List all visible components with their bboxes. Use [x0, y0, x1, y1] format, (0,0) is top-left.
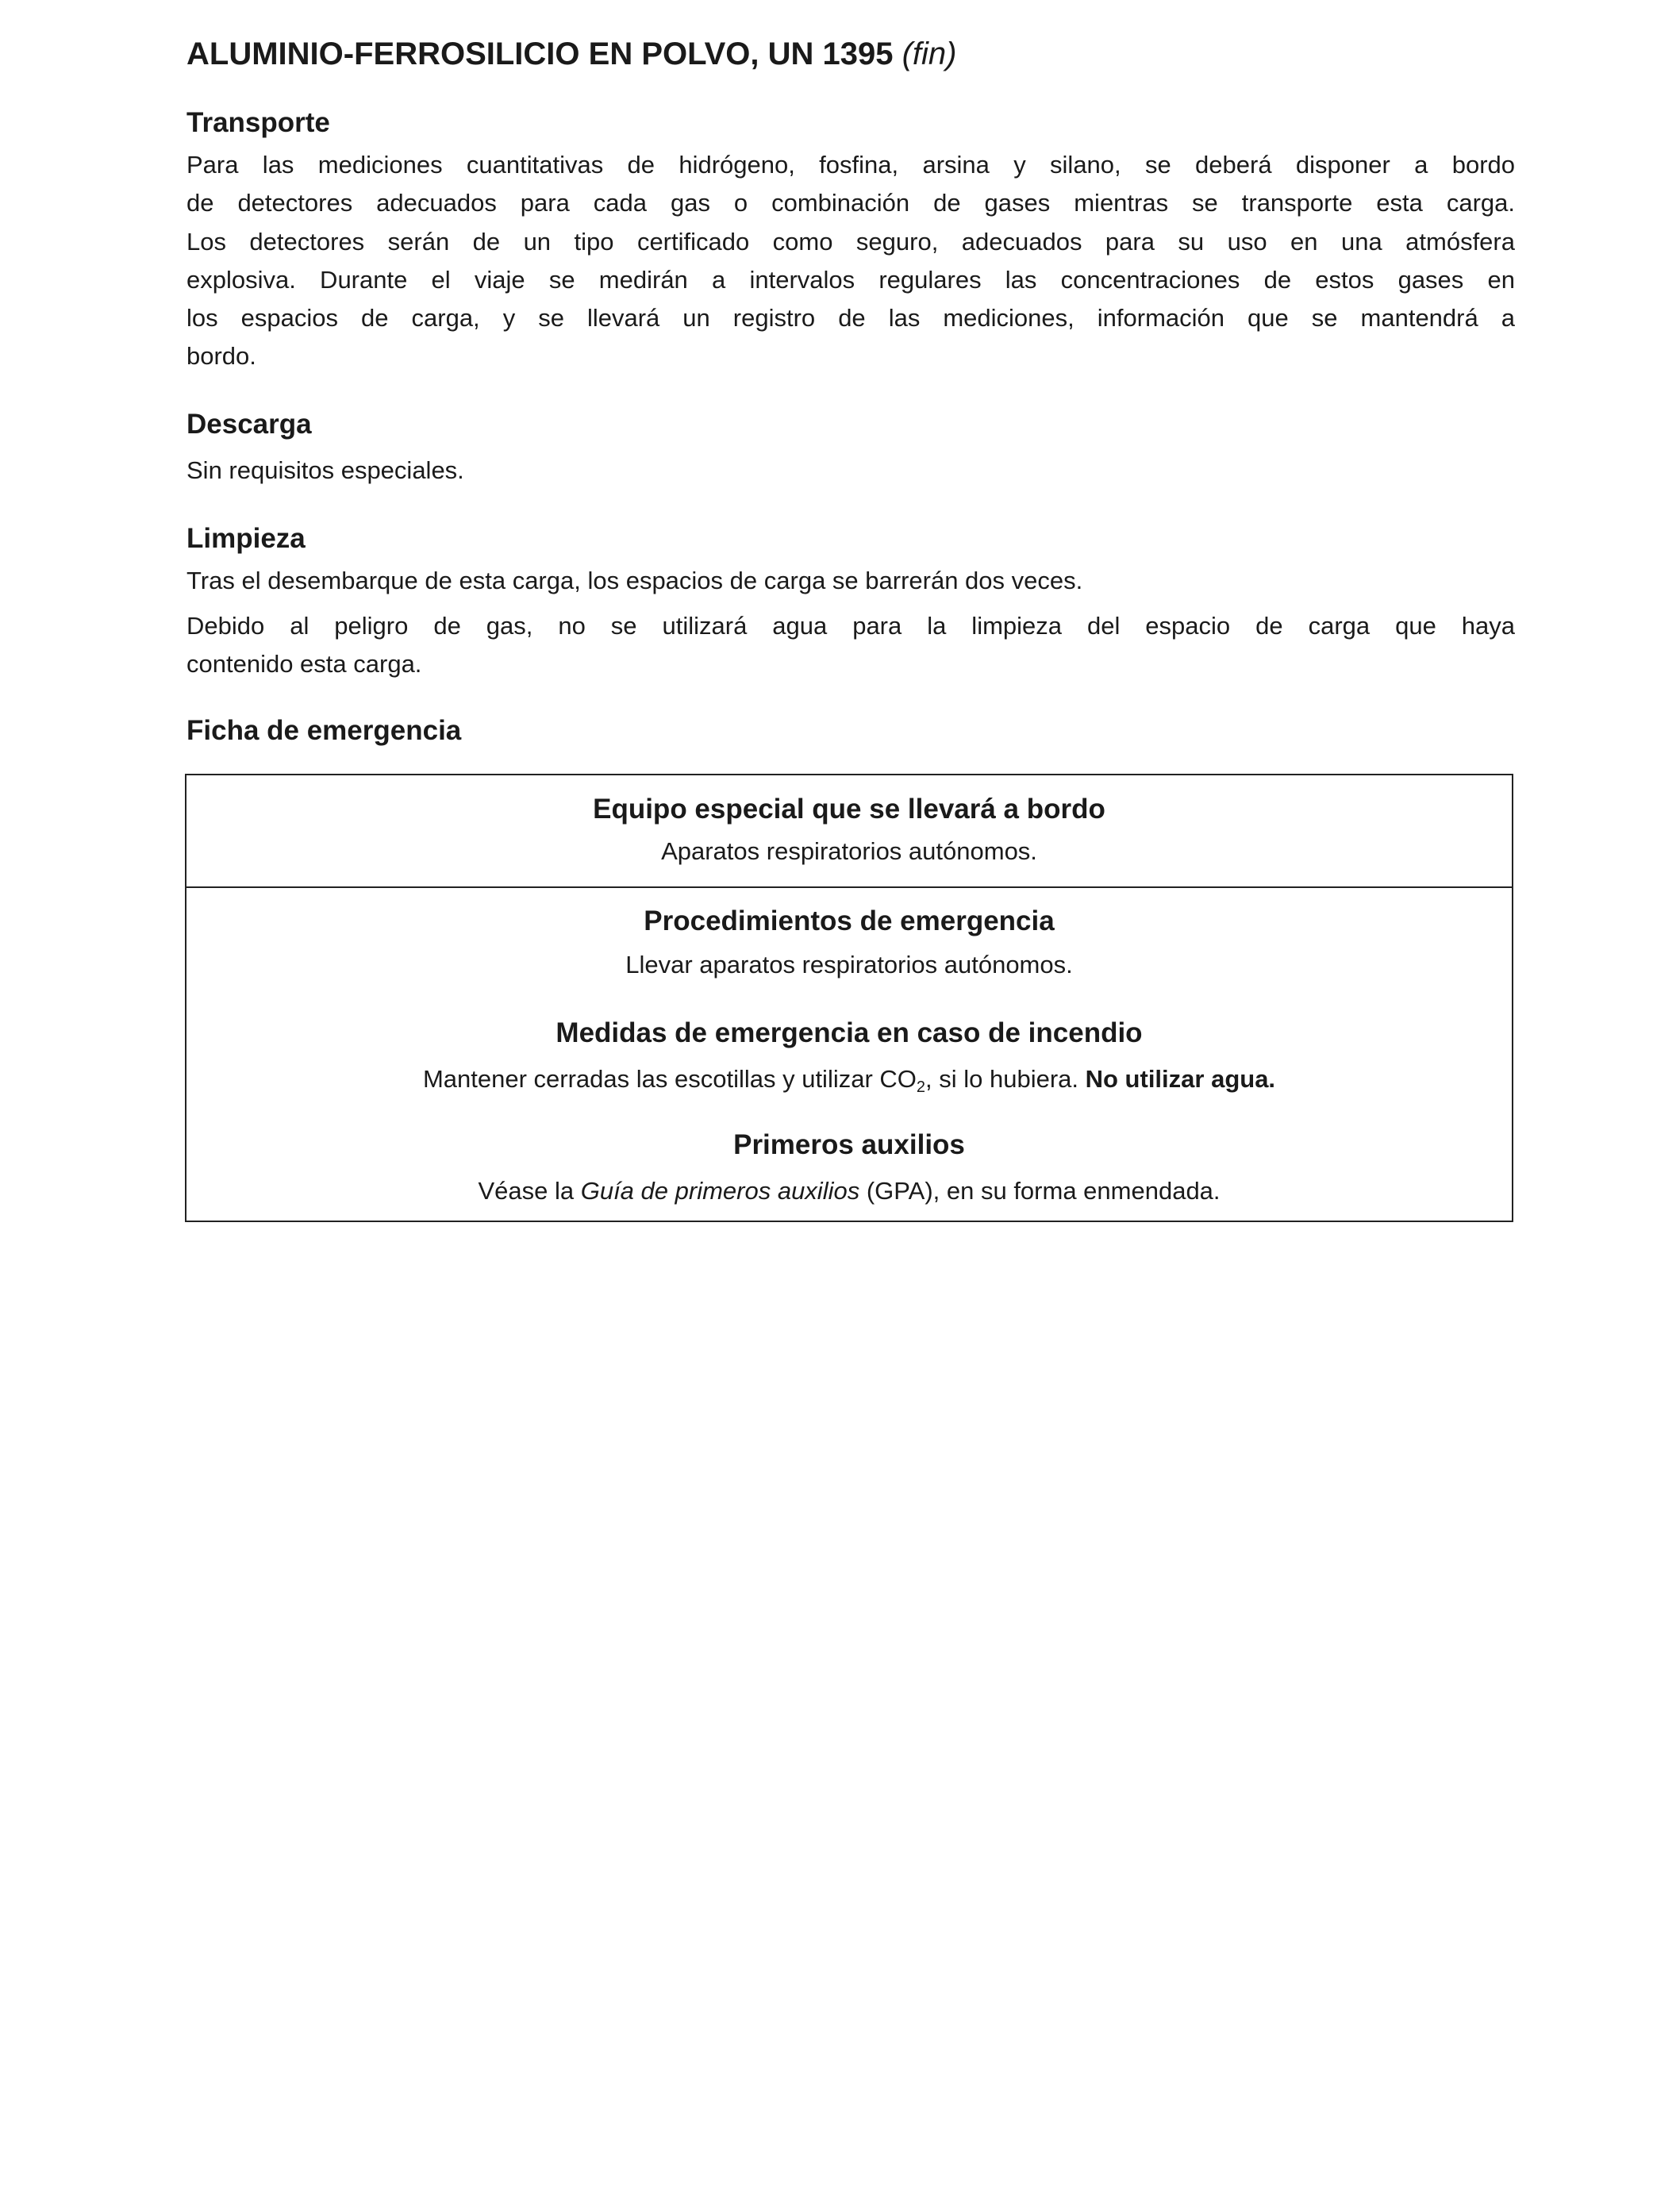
- text-line: contenido esta carga.: [186, 650, 422, 679]
- text-line: explosiva. Durante el viaje se medirán a intervalos regulares las concentraciones de estos gases en: [186, 265, 1515, 294]
- emergency-card: [185, 774, 1513, 1222]
- section-heading-ficha: Ficha de emergencia: [186, 715, 462, 746]
- limpieza-paragraph-2: [186, 607, 1515, 684]
- title-suffix: (fin): [902, 37, 957, 71]
- auxilios-text: [186, 1172, 1512, 1210]
- incendio-text-part: Mantener cerradas las escotillas y utilizar CO: [422, 1065, 917, 1093]
- text-line: Debido al peligro de gas, no se utilizará agua para la limpieza del espacio de carga que haya: [186, 612, 1515, 640]
- divider: [186, 886, 1512, 888]
- incendio-text: [186, 1060, 1512, 1098]
- descarga-text: Sin requisitos especiales.: [186, 456, 464, 484]
- auxilios-text-part: Véase la: [478, 1177, 581, 1205]
- section-heading-limpieza: Limpieza: [186, 523, 306, 554]
- text-line: los espacios de carga, y se llevará un registro de las mediciones, información que se mantendrá a: [186, 304, 1515, 333]
- procedimientos-text: Llevar aparatos respiratorios autónomos.: [625, 951, 1073, 978]
- incendio-heading: Medidas de emergencia en caso de incendio: [556, 1017, 1143, 1048]
- incendio-text-part: , si lo hubiera.: [925, 1065, 1086, 1093]
- subscript: 2: [916, 1078, 926, 1096]
- text-line: Para las mediciones cuantitativas de hidrógeno, fosfina, arsina y silano, se deberá disponer a bordo: [186, 151, 1515, 179]
- incendio-warning: No utilizar agua.: [1085, 1065, 1276, 1093]
- page-title: [186, 35, 1515, 73]
- transporte-paragraph: [186, 146, 1515, 376]
- section-heading-transporte: Transporte: [186, 107, 330, 138]
- auxilios-heading: Primeros auxilios: [733, 1129, 965, 1160]
- title-main: ALUMINIO-FERROSILICIO EN POLVO, UN 1395: [186, 37, 894, 71]
- text-line: Los detectores serán de un tipo certificado como seguro, adecuados para su uso en una atmósfera: [186, 227, 1515, 256]
- equipo-heading: Equipo especial que se llevará a bordo: [593, 794, 1105, 825]
- text-line: bordo.: [186, 342, 256, 371]
- limpieza-text-1: Tras el desembarque de esta carga, los espacios de carga se barrerán dos veces.: [186, 567, 1083, 594]
- procedimientos-heading: Procedimientos de emergencia: [644, 905, 1055, 936]
- section-heading-descarga: Descarga: [186, 409, 312, 440]
- equipo-text: Aparatos respiratorios autónomos.: [661, 837, 1037, 865]
- auxilios-text-part: (GPA), en su forma enmendada.: [859, 1177, 1221, 1205]
- guide-title: Guía de primeros auxilios: [580, 1177, 860, 1205]
- text-line: de detectores adecuados para cada gas o combinación de gases mientras se transporte esta carga.: [186, 189, 1515, 217]
